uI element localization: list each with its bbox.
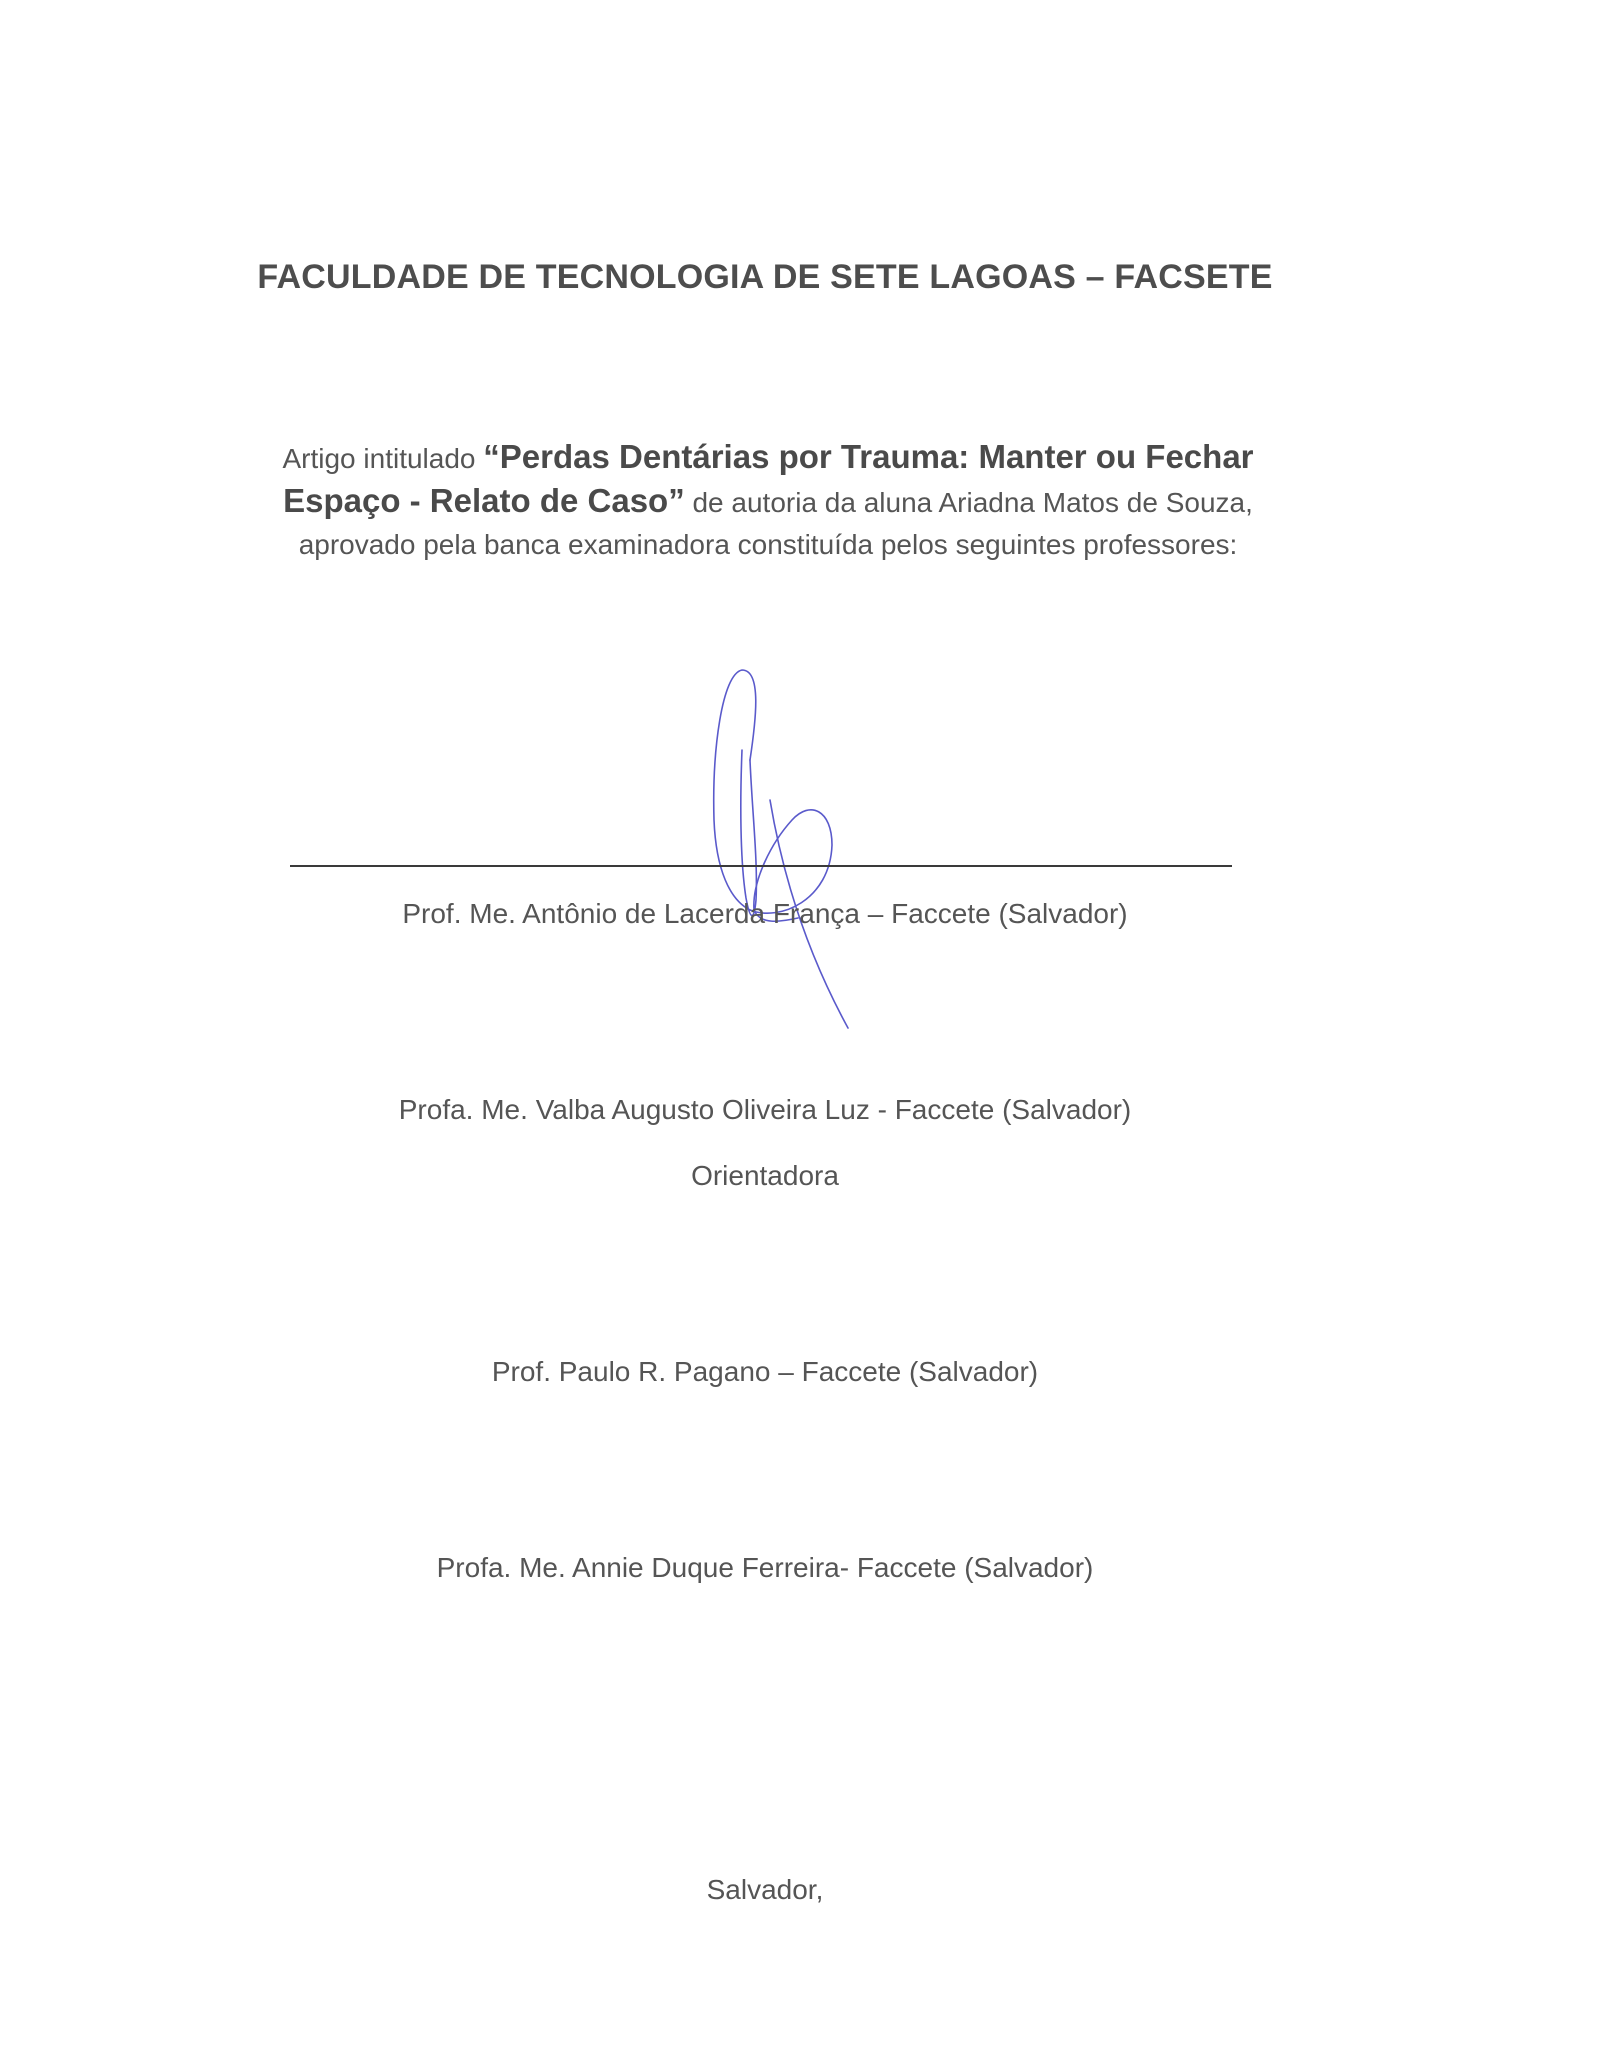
- committee-member-4: Profa. Me. Annie Duque Ferreira- Faccete (Salvador): [436, 1552, 1094, 1583]
- article-title: “Perdas Dentárias por Trauma: Manter ou Fechar Espaço - Relato de Caso”: [283, 438, 1254, 519]
- intro-prefix: Artigo intitulado: [282, 443, 484, 474]
- signature-line: [290, 865, 1232, 867]
- intro-suffix: de autoria da aluna Ariadna Matos de Souza, aprovado pela banca examinadora constituída pelos seguintes professores:: [298, 487, 1253, 560]
- handwritten-signature: [680, 660, 880, 1040]
- committee-member-2: Profa. Me. Valba Augusto Oliveira Luz - Faccete (Salvador): [398, 1094, 1132, 1125]
- committee-member-1: Prof. Me. Antônio de Lacerda França – Faccete (Salvador): [402, 898, 1128, 929]
- committee-member-2-role: Orientadora: [691, 1160, 839, 1191]
- committee-member-3: Prof. Paulo R. Pagano – Faccete (Salvador): [491, 1356, 1039, 1387]
- approval-statement: [228, 436, 1308, 566]
- place-date: Salvador,: [706, 1874, 824, 1905]
- institution-heading: FACULDADE DE TECNOLOGIA DE SETE LAGOAS – FACSETE: [257, 258, 1273, 296]
